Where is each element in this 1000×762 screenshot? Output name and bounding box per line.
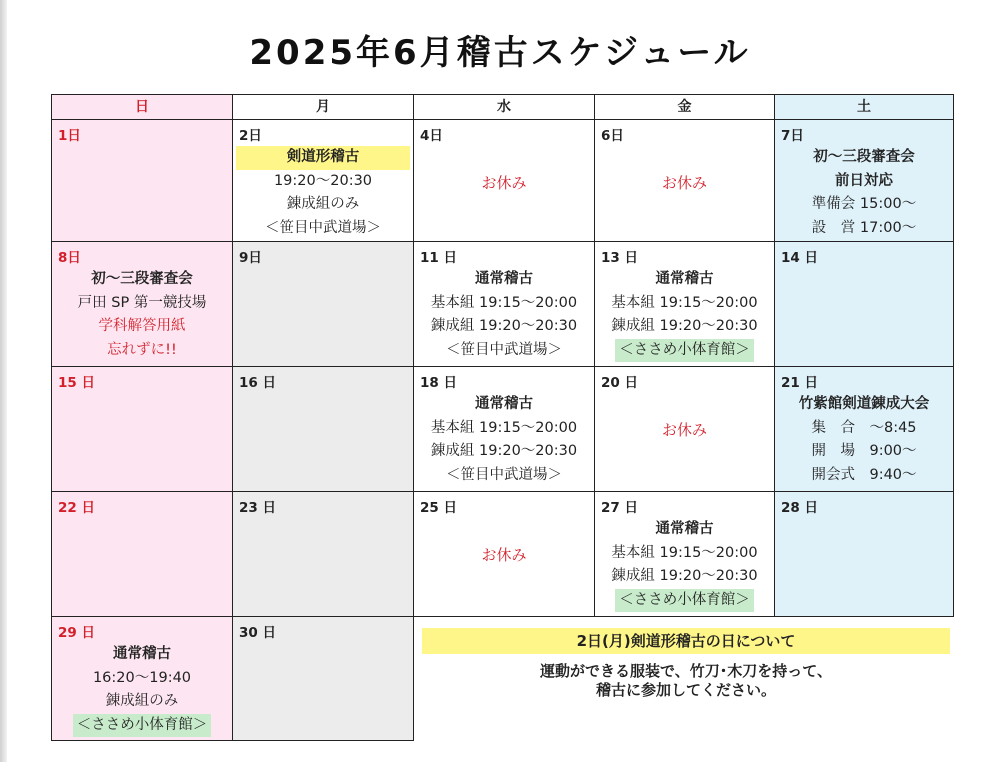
- event-subtitle: 前日対応: [835, 172, 893, 189]
- event-time: 16:20～19:40: [92, 669, 192, 686]
- day-number: 16 日: [239, 375, 276, 391]
- event-time: 集 合 ～8:45: [811, 419, 917, 436]
- event-venue: ＜笹目中武道場＞: [446, 466, 562, 483]
- weekday-header-sun: 日: [51, 94, 233, 120]
- calendar-day-cell: [594, 119, 775, 242]
- calendar-day-cell: [774, 119, 954, 242]
- day-number: 13 日: [601, 250, 638, 266]
- calendar-day-cell: [51, 366, 233, 492]
- day-number: 18 日: [420, 375, 457, 391]
- event-time: 錬成組 19:20～20:30: [430, 318, 578, 334]
- day-number: 1日: [58, 128, 81, 144]
- notice-heading: 2日(月)剣道形稽古の日について: [422, 628, 950, 654]
- weekday-header-fri: 金: [594, 94, 775, 120]
- event-venue: ＜ささめ小体育館＞: [615, 589, 754, 612]
- event-title: 通常稽古: [475, 271, 533, 287]
- event-time: 開 場 9:00～: [811, 443, 917, 459]
- event-time: 準備会 15:00～: [811, 196, 917, 212]
- weekday-header-sat: 土: [774, 94, 954, 120]
- calendar-day-cell: [51, 491, 233, 617]
- event-time: 錬成組 19:20～20:30: [611, 568, 758, 584]
- calendar-day-cell: [232, 119, 414, 242]
- event-time: 錬成組 19:20～20:30: [430, 443, 578, 459]
- day-number: 28 日: [781, 500, 818, 516]
- event-time: 基本組 19:15～20:00: [430, 294, 578, 311]
- event-title: 初～三段審査会: [813, 149, 915, 165]
- day-off-label: お休み: [661, 174, 707, 192]
- day-number: 15 日: [58, 375, 95, 391]
- day-number: 21 日: [781, 375, 818, 391]
- page-title: 2025年6月稽古スケジュール: [249, 33, 751, 73]
- day-number: 20 日: [601, 375, 638, 391]
- weekday-header-mon: 月: [232, 94, 414, 120]
- event-title: 通常稽古: [655, 271, 714, 287]
- calendar-day-cell: [594, 491, 775, 617]
- event-title: 通常稽古: [113, 646, 171, 662]
- day-number: 25 日: [420, 500, 457, 516]
- calendar-day-cell: [774, 241, 954, 367]
- event-group: 錬成組のみ: [105, 693, 179, 709]
- day-number: 23 日: [239, 500, 276, 516]
- day-number: 6日: [601, 128, 624, 144]
- calendar-day-cell: [413, 119, 595, 242]
- calendar-day-cell: [774, 491, 954, 617]
- day-number: 29 日: [58, 625, 95, 641]
- day-number: 4日: [420, 128, 443, 144]
- calendar-day-cell: [413, 366, 595, 492]
- calendar-day-cell: [774, 366, 954, 492]
- calendar-day-cell: [232, 616, 414, 741]
- day-number: 27 日: [601, 500, 638, 516]
- day-number: 30 日: [239, 625, 276, 641]
- event-venue: ＜ささめ小体育館＞: [615, 339, 754, 362]
- event-title: 剣道形稽古: [236, 146, 410, 170]
- event-venue: 戸田 SP 第一競技場: [77, 294, 207, 311]
- event-reminder: 忘れずに!!: [107, 341, 177, 358]
- day-off-label: お休み: [481, 174, 527, 192]
- event-title: 通常稽古: [475, 396, 533, 412]
- event-title: 初～三段審査会: [91, 271, 193, 287]
- event-venue: ＜ささめ小体育館＞: [73, 714, 212, 737]
- calendar-day-cell: [594, 241, 775, 367]
- event-venue: ＜笹目中武道場＞: [446, 341, 562, 358]
- event-time: 19:20～20:30: [273, 172, 373, 189]
- day-off-label: お休み: [661, 421, 707, 439]
- notice-body: [422, 662, 950, 700]
- calendar-day-cell: [51, 616, 233, 741]
- event-title: 竹紫館剣道錬成大会: [798, 396, 930, 412]
- day-number: 11 日: [420, 250, 457, 266]
- day-number: 9日: [239, 250, 262, 266]
- event-time: 開会式 9:40～: [811, 466, 917, 483]
- event-venue: ＜笹目中武道場＞: [265, 219, 381, 236]
- event-time: 基本組 19:15～20:00: [611, 294, 758, 311]
- event-group: 錬成組のみ: [286, 196, 360, 212]
- event-time: 基本組 19:15～20:00: [611, 544, 758, 561]
- event-time: 設 営 17:00～: [811, 219, 917, 236]
- calendar-day-cell: [232, 366, 414, 492]
- day-number: 7日: [781, 128, 804, 144]
- calendar-day-cell: [594, 366, 775, 492]
- weekday-header-wed: 水: [413, 94, 595, 120]
- day-number: 14 日: [781, 250, 818, 266]
- event-title: 通常稽古: [655, 521, 714, 537]
- calendar-day-cell: [413, 241, 595, 367]
- day-number: 8日: [58, 250, 81, 266]
- event-time: 錬成組 19:20～20:30: [611, 318, 758, 334]
- calendar-day-cell: [413, 491, 595, 617]
- notice-line: 運動ができる服装で、竹刀･木刀を持って、: [540, 662, 832, 680]
- calendar-day-cell: [232, 491, 414, 617]
- calendar-day-cell: [51, 119, 233, 242]
- notice-line: 稽古に参加してください。: [595, 681, 776, 699]
- day-number: 22 日: [58, 500, 95, 516]
- event-time: 基本組 19:15～20:00: [430, 419, 578, 436]
- day-number: 2日: [239, 128, 262, 144]
- day-off-label: お休み: [481, 546, 527, 564]
- calendar-day-cell: [232, 241, 414, 367]
- calendar-day-cell: [51, 241, 233, 367]
- event-reminder: 学科解答用紙: [98, 318, 186, 334]
